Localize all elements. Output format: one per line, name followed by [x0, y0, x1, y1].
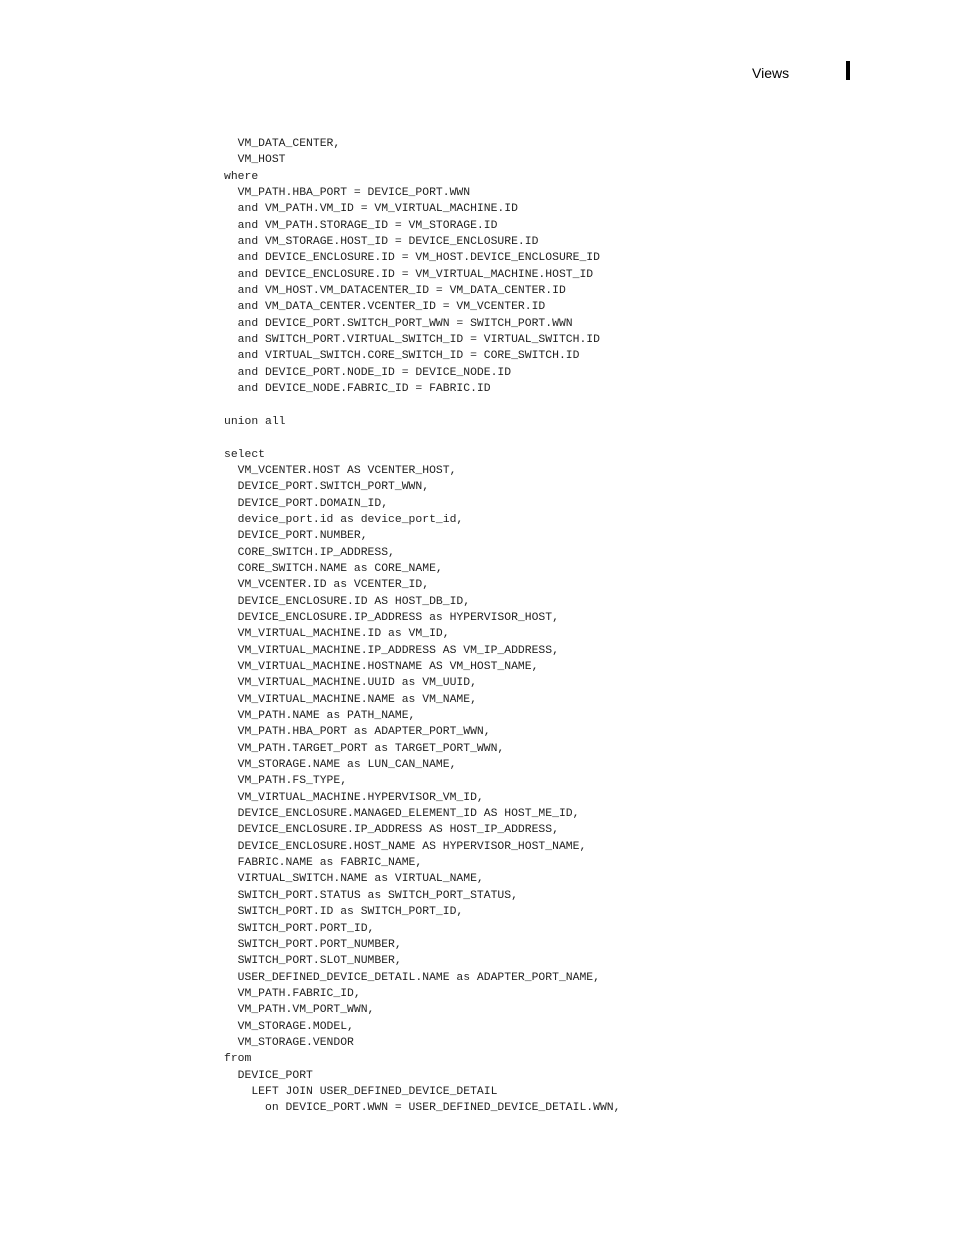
code-line: and DEVICE_PORT.NODE_ID = DEVICE_NODE.ID	[224, 366, 512, 379]
code-line: DEVICE_ENCLOSURE.MANAGED_ELEMENT_ID AS HOST_ME_ID,	[224, 808, 580, 821]
code-line: VM_PATH.HBA_PORT = DEVICE_PORT.WWN	[224, 187, 471, 200]
code-line: and VIRTUAL_SWITCH.CORE_SWITCH_ID = CORE_SWITCH.ID	[224, 350, 580, 363]
code-line: FABRIC.NAME as FABRIC_NAME,	[224, 857, 423, 870]
code-line: CORE_SWITCH.IP_ADDRESS,	[224, 546, 395, 559]
code-line: from	[224, 1053, 252, 1066]
code-line: and DEVICE_ENCLOSURE.ID = VM_VIRTUAL_MACHINE.HOST_ID	[224, 268, 594, 281]
code-line: VM_PATH.NAME as PATH_NAME,	[224, 710, 416, 723]
code-line: VM_PATH.FS_TYPE,	[224, 775, 348, 788]
code-line: SWITCH_PORT.PORT_ID,	[224, 922, 375, 935]
code-line: VIRTUAL_SWITCH.NAME as VIRTUAL_NAME,	[224, 873, 484, 886]
code-line: VM_STORAGE.MODEL,	[224, 1020, 354, 1033]
code-line: SWITCH_PORT.ID as SWITCH_PORT_ID,	[224, 906, 464, 919]
code-line: and DEVICE_ENCLOSURE.ID = VM_HOST.DEVICE_ENCLOSURE_ID	[224, 252, 600, 265]
code-line: DEVICE_ENCLOSURE.ID AS HOST_DB_ID,	[224, 595, 471, 608]
code-line: DEVICE_PORT.SWITCH_PORT_WWN,	[224, 481, 430, 494]
code-line: VM_VIRTUAL_MACHINE.NAME as VM_NAME,	[224, 693, 477, 706]
code-line: on DEVICE_PORT.WWN = USER_DEFINED_DEVICE_DETAIL.WWN,	[224, 1102, 621, 1115]
code-line: LEFT JOIN USER_DEFINED_DEVICE_DETAIL	[224, 1085, 498, 1098]
code-line: select	[224, 448, 266, 461]
code-line: CORE_SWITCH.NAME as CORE_NAME,	[224, 562, 443, 575]
code-line	[224, 430, 620, 446]
code-line: SWITCH_PORT.SLOT_NUMBER,	[224, 955, 402, 968]
code-line: VM_DATA_CENTER,	[224, 138, 341, 150]
code-line: VM_VIRTUAL_MACHINE.HOSTNAME AS VM_HOST_NAME,	[224, 661, 539, 673]
code-line: VM_HOST	[224, 154, 286, 167]
code-line: and VM_PATH.VM_ID = VM_VIRTUAL_MACHINE.ID	[224, 203, 518, 216]
page-header-title: Views	[752, 65, 790, 81]
code-line: VM_VIRTUAL_MACHINE.IP_ADDRESS AS VM_IP_ADDRESS,	[224, 644, 559, 657]
code-line: VM_VCENTER.HOST AS VCENTER_HOST,	[224, 464, 457, 477]
code-line: VM_VIRTUAL_MACHINE.ID as VM_ID,	[224, 628, 450, 641]
code-line	[224, 398, 620, 414]
code-line: VM_PATH.HBA_PORT as ADAPTER_PORT_WWN,	[224, 726, 491, 739]
code-line: and SWITCH_PORT.VIRTUAL_SWITCH_ID = VIRTUAL_SWITCH.ID	[224, 334, 600, 347]
code-line: VM_PATH.FABRIC_ID,	[224, 987, 361, 1000]
header-margin-bar	[846, 61, 850, 80]
code-line: union all	[224, 415, 286, 428]
code-line: DEVICE_ENCLOSURE.IP_ADDRESS AS HOST_IP_ADDRESS,	[224, 824, 559, 837]
code-line: DEVICE_ENCLOSURE.HOST_NAME AS HYPERVISOR_HOST_NAME,	[224, 840, 587, 853]
code-line: and DEVICE_NODE.FABRIC_ID = FABRIC.ID	[224, 383, 491, 396]
sql-code-listing	[224, 136, 620, 1117]
code-line: where	[224, 170, 259, 183]
code-line: DEVICE_PORT	[224, 1069, 313, 1082]
code-line: DEVICE_PORT.NUMBER,	[224, 530, 368, 543]
code-line: VM_VIRTUAL_MACHINE.UUID as VM_UUID,	[224, 677, 477, 690]
code-line: and VM_PATH.STORAGE_ID = VM_STORAGE.ID	[224, 219, 498, 232]
code-line: VM_PATH.TARGET_PORT as TARGET_PORT_WWN,	[224, 742, 505, 755]
code-line: DEVICE_PORT.DOMAIN_ID,	[224, 497, 389, 510]
code-line: device_port.id as device_port_id,	[224, 513, 464, 526]
code-line: VM_STORAGE.VENDOR	[224, 1036, 354, 1049]
code-line: USER_DEFINED_DEVICE_DETAIL.NAME as ADAPTER_PORT_NAME,	[224, 971, 600, 984]
code-line: and VM_STORAGE.HOST_ID = DEVICE_ENCLOSURE.ID	[224, 236, 539, 249]
code-line: VM_VIRTUAL_MACHINE.HYPERVISOR_VM_ID,	[224, 791, 484, 804]
code-line: and VM_DATA_CENTER.VCENTER_ID = VM_VCENTER.ID	[224, 301, 546, 314]
code-line: SWITCH_PORT.STATUS as SWITCH_PORT_STATUS,	[224, 889, 518, 902]
code-line: VM_VCENTER.ID as VCENTER_ID,	[224, 579, 430, 592]
code-line: DEVICE_ENCLOSURE.IP_ADDRESS as HYPERVISOR_HOST,	[224, 611, 559, 624]
code-line: VM_PATH.VM_PORT_WWN,	[224, 1004, 375, 1017]
code-line: SWITCH_PORT.PORT_NUMBER,	[224, 938, 402, 951]
code-line: and VM_HOST.VM_DATACENTER_ID = VM_DATA_CENTER.ID	[224, 285, 566, 298]
code-line: and DEVICE_PORT.SWITCH_PORT_WWN = SWITCH_PORT.WWN	[224, 317, 573, 330]
code-line: VM_STORAGE.NAME as LUN_CAN_NAME,	[224, 759, 457, 772]
